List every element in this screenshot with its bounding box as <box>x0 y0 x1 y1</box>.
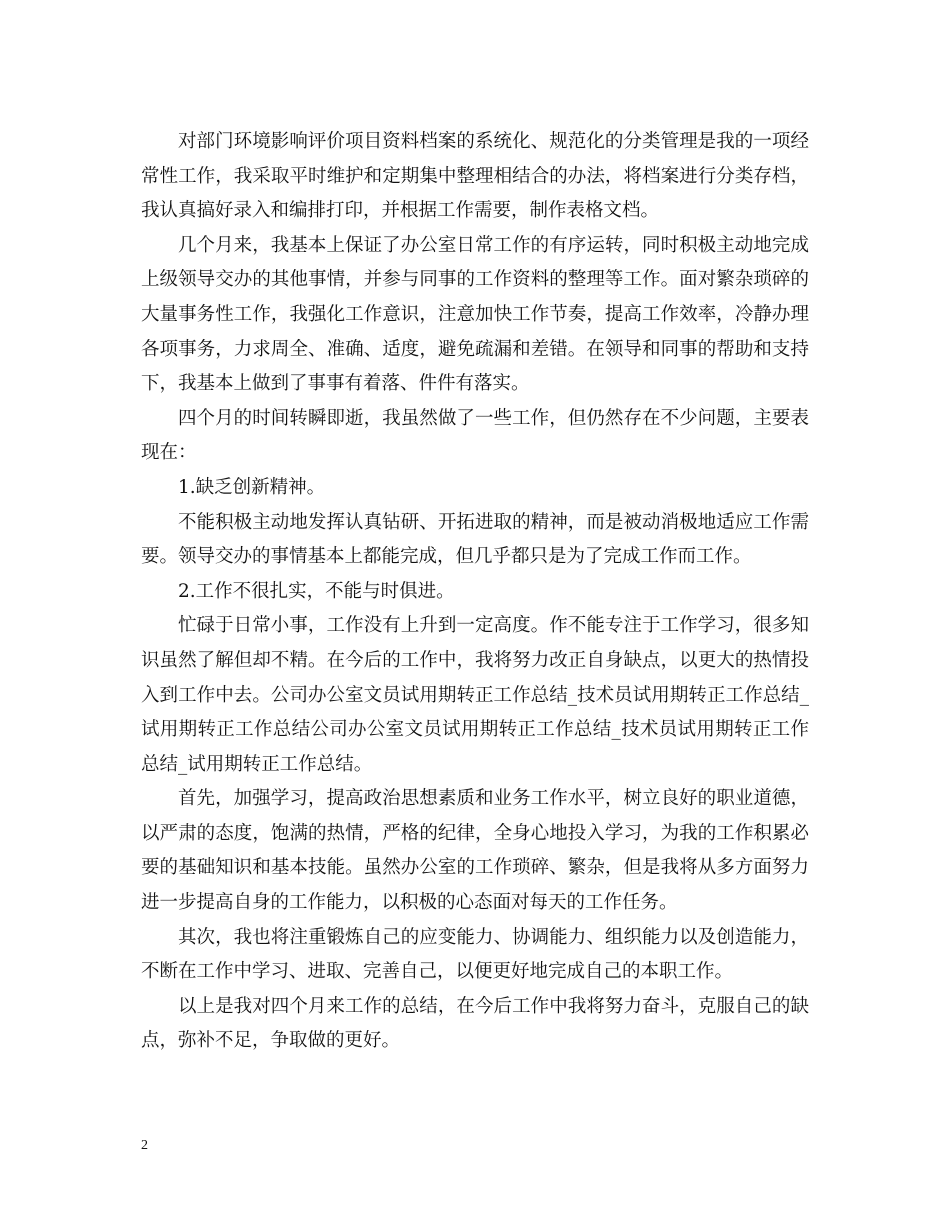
paragraph-archive-management: 对部门环境影响评价项目资料档案的系统化、规范化的分类管理是我的一项经常性工作，我采取平时维护和定期集中整理相结合的办法，将档案进行分类存档，我认真搞好录入和编排打印，并根据工作需要，制作表格文档。 <box>141 131 809 222</box>
paragraph-problems-intro: 四个月的时间转瞬即逝，我虽然做了一些工作，但仍然存在不少问题，主要表现在： <box>141 407 809 464</box>
paragraph-conclusion: 以上是我对四个月来工作的总结，在今后工作中我将努力奋斗，克服自己的缺点，弥补不足，争取做的更好。 <box>141 995 809 1052</box>
paragraph-office-routine: 几个月来，我基本上保证了办公室日常工作的有序运转，同时积极主动地完成上级领导交办的其他事情，并参与同事的工作资料的整理等工作。面对繁杂琐碎的大量事务性工作，我强化工作意识，注意加快工作节奏，提高工作效率，冷静办理各项事务，力求周全、准确、适度，避免疏漏和差错。在领导和同事的帮助和支持下，我基本上做到了事事有着落、件件有落实。 <box>141 234 809 395</box>
page-number: 2 <box>141 1138 148 1153</box>
list-item-problem-2: 2.工作不很扎实，不能与时俱进。 <box>178 580 455 602</box>
document-body <box>141 125 809 1059</box>
paragraph-problem-1-detail: 不能积极主动地发挥认真钻研、开拓进取的精神，而是被动消极地适应工作需要。领导交办的事情基本上都能完成，但几乎都只是为了完成工作而工作。 <box>141 511 809 568</box>
paragraph-second-improvement: 其次，我也将注重锻炼自己的应变能力、协调能力、组织能力以及创造能力，不断在工作中学习、进取、完善自己，以便更好地完成自己的本职工作。 <box>141 926 809 983</box>
list-item-problem-1: 1.缺乏创新精神。 <box>178 476 326 498</box>
paragraph-problem-2-detail: 忙碌于日常小事，工作没有上升到一定高度。作不能专注于工作学习，很多知识虽然了解但却不精。在今后的工作中，我将努力改正自身缺点，以更大的热情投入到工作中去。公司办公室文员试用期转正工作总结_技术员试用期转正工作总结_试用期转正工作总结公司办公室文员试用期转正工作总结_技术员试用期转正工作总结_试用期转正工作总结。 <box>141 615 809 775</box>
paragraph-first-improvement: 首先，加强学习，提高政治思想素质和业务工作水平，树立良好的职业道德，以严肃的态度，饱满的热情，严格的纪律，全身心地投入学习，为我的工作积累必要的基础知识和基本技能。虽然办公室的工作琐碎、繁杂，但是我将从多方面努力进一步提高自身的工作能力，以积极的心态面对每天的工作任务。 <box>141 788 809 914</box>
